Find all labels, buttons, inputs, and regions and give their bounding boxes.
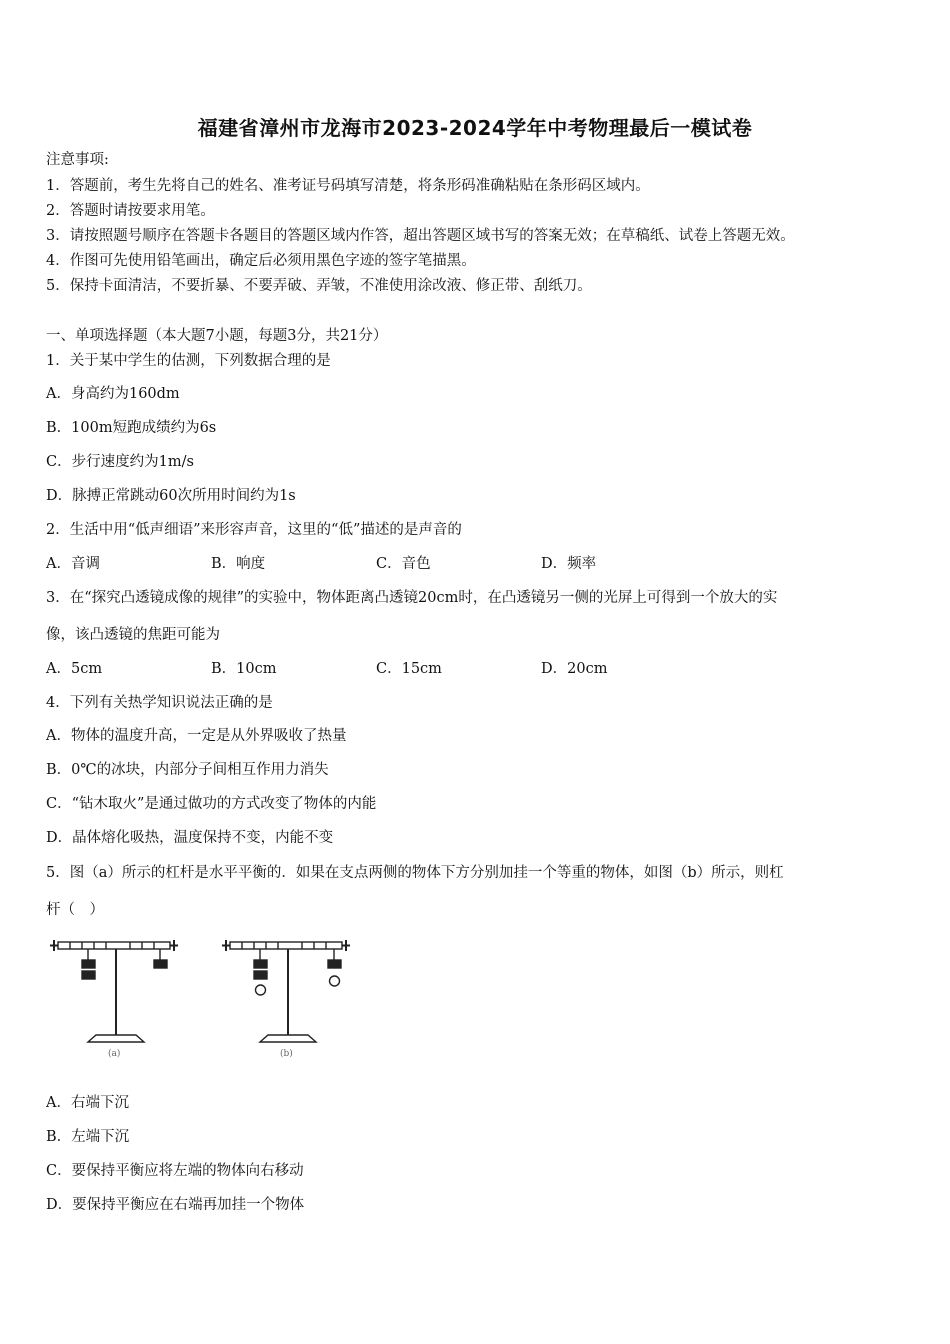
note-item-1: 1．答题前，考生先将自己的姓名、准考证号码填写清楚，将条形码准确粘贴在条形码区域内。 [46, 178, 650, 194]
q5-option-b: B．左端下沉 [46, 1129, 130, 1145]
q2-stem: 2．生活中用“低声细语”来形容声音，这里的“低”描述的是声音的 [46, 522, 462, 538]
section-heading: 一、单项选择题（本大题7小题，每题3分，共21分） [46, 328, 388, 344]
note-item-2: 2．答题时请按要求用笔。 [46, 203, 215, 219]
q2-option-c: C．音色 [376, 556, 431, 572]
q4-option-d: D．晶体熔化吸热，温度保持不变，内能不变 [46, 830, 334, 846]
q4-option-b: B．0℃的冰块，内部分子间相互作用力消失 [46, 762, 329, 778]
note-item-4: 4．作图可先使用铅笔画出，确定后必须用黑色字迹的签字笔描黑。 [46, 253, 476, 269]
q5-option-a: A．右端下沉 [46, 1095, 129, 1111]
q5-option-d: D．要保持平衡应在右端再加挂一个物体 [46, 1197, 305, 1213]
q3-option-b: B．10cm [211, 661, 277, 677]
q5-stem-line1: 5．图（a）所示的杠杆是水平平衡的．如果在支点两侧的物体下方分别加挂一个等重的物体，如图（b）所示，则杠 [46, 865, 784, 881]
q4-option-a: A．物体的温度升高，一定是从外界吸收了热量 [46, 728, 347, 744]
q2-option-d: D．频率 [541, 556, 597, 572]
note-item-3: 3．请按照题号顺序在答题卡各题目的答题区域内作答，超出答题区域书写的答案无效；在草稿纸、试卷上答题无效。 [46, 228, 795, 244]
q2-option-b: B．响度 [211, 556, 266, 572]
q1-option-a: A．身高约为160dm [46, 386, 180, 402]
page-title: 福建省漳州市龙海市2023-2024学年中考物理最后一模试卷 [197, 116, 753, 140]
q4-stem: 4．下列有关热学知识说法正确的是 [46, 695, 273, 711]
lever-a [50, 940, 178, 1042]
note-item-5: 5．保持卡面清洁，不要折暴、不要弄破、弄皱，不准使用涂改液、修正带、刮纸刀。 [46, 278, 592, 294]
q3-option-c: C．15cm [376, 661, 442, 677]
q1-option-c: C．步行速度约为1m/s [46, 454, 194, 470]
notes-heading: 注意事项: [46, 152, 109, 168]
q5-option-c: C．要保持平衡应将左端的物体向右移动 [46, 1163, 304, 1179]
q4-option-c: C．“钻木取火”是通过做功的方式改变了物体的内能 [46, 796, 377, 812]
q3-stem-line2: 像，该凸透镜的焦距可能为 [46, 627, 220, 643]
q5-stem-line2: 杆（ ） [46, 902, 104, 918]
figure-a-label: (a) [108, 1049, 121, 1059]
q3-option-a: A．5cm [46, 661, 103, 677]
lever-figure [44, 932, 364, 1062]
q3-stem-line1: 3．在“探究凸透镜成像的规律”的实验中，物体距离凸透镜20cm时，在凸透镜另一侧的光屏上可得到一个放大的实 [46, 590, 778, 606]
q3-option-d: D．20cm [541, 661, 608, 677]
q1-stem: 1．关于某中学生的估测，下列数据合理的是 [46, 353, 331, 369]
q1-option-b: B．100m短跑成绩约为6s [46, 420, 217, 436]
q1-option-d: D．脉搏正常跳动60次所用时间约为1s [46, 488, 296, 504]
lever-b [222, 940, 350, 1042]
figure-b-label: (b) [280, 1049, 293, 1059]
q2-option-a: A．音调 [46, 556, 100, 572]
